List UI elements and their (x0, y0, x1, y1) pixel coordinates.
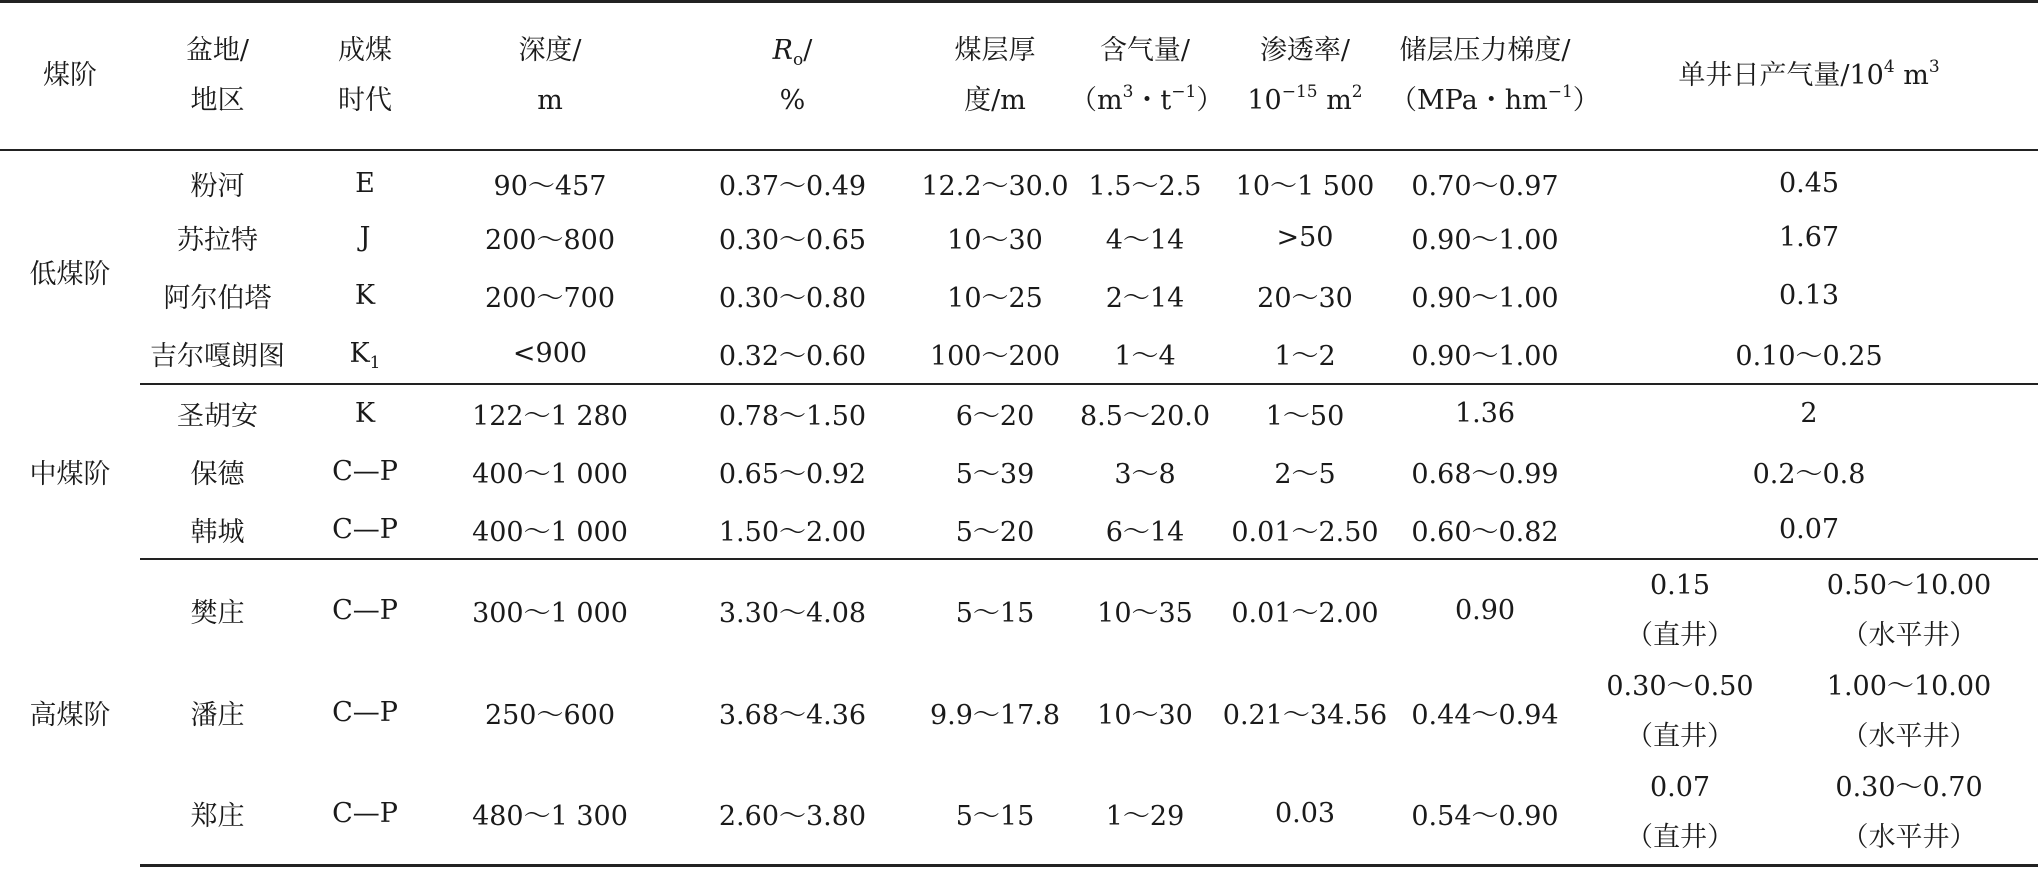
basin-cell: 樊庄 (190, 598, 245, 629)
table-row (0, 384, 2038, 443)
depth-cell: 122～1 280 (472, 400, 628, 432)
ro-cell: 0.78～1.50 (718, 400, 867, 432)
gas-cell: 4～14 (1105, 224, 1185, 256)
thickness-cell: 5～15 (920, 763, 1070, 865)
depth-cell: <900 (435, 325, 665, 384)
rank-cell-high: 高煤阶 (29, 699, 111, 731)
age-cell: E (355, 167, 375, 199)
basin-cell: 保德 (190, 458, 245, 490)
production-cell: 0.45 (1778, 167, 1840, 199)
permeability-cell: 10～1 500 (1235, 170, 1375, 202)
production-horizontal-cell: 0.50～10.00 （水平井） (1826, 569, 1992, 651)
production-horizontal-cell: 1.00～10.00 （水平井） (1826, 671, 1992, 752)
age-cell: C—P (295, 501, 435, 560)
age-cell: J (359, 221, 371, 253)
header-gas-content: 含气量/ （$m^3$・$t^{-1}$） (1070, 2, 1220, 150)
pressure-cell: 0.90～1.00 (1390, 325, 1580, 384)
thickness-cell: 9.9～17.8 (929, 699, 1061, 731)
thickness-cell: 5～20 (920, 501, 1070, 560)
table-row (0, 150, 2038, 209)
thickness-cell: 100～200 (920, 325, 1070, 384)
table-row (0, 442, 2038, 501)
high-rank-group (0, 559, 2038, 865)
depth-cell: 480～1 300 (435, 763, 665, 865)
permeability-cell: 1～2 (1220, 325, 1390, 384)
header-daily-production: 单井日产气量$/10^4$ $m^3$ (1580, 2, 2038, 150)
gas-cell: 1～4 (1070, 325, 1220, 384)
thickness-cell: 5～15 (955, 598, 1035, 629)
basin-cell: 郑庄 (140, 763, 295, 865)
age-cell: C—P (332, 696, 398, 728)
ro-cell: 0.30～0.80 (718, 283, 867, 315)
pressure-cell: 1.36 (1454, 397, 1516, 429)
gas-cell: 10～30 (1097, 699, 1193, 731)
header-pressure-gradient: 储层压力梯度/ （MPa・$hm^{-1}$） (1390, 2, 1580, 150)
depth-cell: 400～1 000 (435, 501, 665, 560)
pressure-cell: 0.70～0.97 (1411, 170, 1559, 202)
table-header (0, 2, 2038, 150)
age-cell: $K_1$ (295, 325, 435, 384)
production-vertical-cell: 0.15 （直井） (1626, 569, 1734, 651)
depth-cell: 250～600 (484, 699, 616, 731)
production-cell: 1.67 (1778, 221, 1840, 253)
header-rank: 煤阶 (0, 2, 140, 150)
production-vertical-cell: 0.30～0.50 （直井） (1606, 671, 1754, 752)
basin-cell: 阿尔伯塔 (163, 283, 272, 315)
production-horizontal-cell: 0.30～0.70 （水平井） (1780, 763, 2038, 865)
gas-cell: 3～8 (1114, 458, 1176, 490)
production-cell: 0.13 (1778, 280, 1840, 312)
permeability-cell: 2～5 (1274, 458, 1336, 490)
production-cell: 0.07 (1580, 501, 2038, 560)
basin-cell: 粉河 (190, 170, 245, 202)
header-ro: $R_o/$ % (665, 2, 920, 150)
age-cell: K (354, 280, 376, 312)
production-cell: 2 (1800, 397, 1818, 429)
depth-cell: 200～700 (484, 283, 616, 315)
gas-cell: 2～14 (1105, 283, 1185, 315)
thickness-cell: 10～25 (947, 283, 1043, 315)
table-row (0, 267, 2038, 326)
depth-cell: 90～457 (493, 170, 607, 202)
header-basin: 盆地/ 地区 (140, 2, 295, 150)
permeability-cell: 1～50 (1265, 400, 1345, 432)
basin-cell: 苏拉特 (177, 224, 258, 256)
table-row (0, 501, 2038, 560)
thickness-cell: 6～20 (955, 400, 1035, 432)
ro-cell: 3.30～4.08 (718, 598, 867, 629)
permeability-cell: 0.21～34.56 (1222, 699, 1388, 731)
header-age: 成煤 时代 (295, 2, 435, 150)
table-row (0, 559, 2038, 661)
permeability-cell: 20～30 (1257, 283, 1353, 315)
basin-cell: 潘庄 (190, 699, 245, 731)
gas-cell: 1.5～2.5 (1088, 170, 1202, 202)
pressure-cell: 0.60～0.82 (1390, 501, 1580, 560)
pressure-cell: 0.68～0.99 (1411, 458, 1559, 490)
depth-cell: 300～1 000 (472, 598, 628, 629)
gas-cell: 1～29 (1070, 763, 1220, 865)
pressure-cell: 0.90 (1454, 595, 1516, 626)
age-cell: C—P (295, 763, 435, 865)
table-row (0, 325, 2038, 384)
age-cell: C—P (332, 455, 398, 487)
pressure-cell: 0.54～0.90 (1390, 763, 1580, 865)
ro-cell: 0.32～0.60 (665, 325, 920, 384)
permeability-cell: >50 (1276, 221, 1334, 253)
depth-cell: 200～800 (484, 224, 616, 256)
gas-cell: 8.5～20.0 (1079, 400, 1211, 432)
production-cell: 0.10～0.25 (1580, 325, 2038, 384)
header-thickness: 煤层厚 度/m (920, 2, 1070, 150)
age-cell: C—P (332, 595, 398, 626)
rank-cell-mid: 中煤阶 (29, 458, 111, 490)
table-row (0, 208, 2038, 267)
header-depth: 深度/ m (435, 2, 665, 150)
pressure-cell: 0.90～1.00 (1411, 283, 1559, 315)
low-rank-group (0, 150, 2038, 384)
permeability-cell: 0.01～2.00 (1231, 598, 1379, 629)
ro-cell: 2.60～3.80 (665, 763, 920, 865)
permeability-cell: 0.01～2.50 (1220, 501, 1390, 560)
production-cell: 0.2～0.8 (1752, 458, 1866, 490)
table-row (0, 763, 2038, 865)
ro-cell: 1.50～2.00 (665, 501, 920, 560)
basin-cell: 韩城 (140, 501, 295, 560)
rank-cell-low: 低煤阶 (29, 258, 111, 290)
depth-cell: 400～1 000 (472, 458, 628, 490)
header-permeability: 渗透率/ $10^{-15}$ $m^2$ (1220, 2, 1390, 150)
thickness-cell: 10～30 (947, 224, 1043, 256)
mid-rank-group (0, 384, 2038, 560)
basin-cell: 圣胡安 (177, 400, 258, 432)
permeability-cell: 0.03 (1220, 763, 1390, 865)
ro-cell: 0.65～0.92 (718, 458, 867, 490)
thickness-cell: 5～39 (955, 458, 1035, 490)
age-cell: K (354, 397, 376, 429)
thickness-cell: 12.2～30.0 (921, 170, 1069, 202)
gas-cell: 6～14 (1070, 501, 1220, 560)
header-row (0, 2, 2038, 150)
ro-cell: 0.30～0.65 (718, 224, 867, 256)
pressure-cell: 0.90～1.00 (1411, 224, 1559, 256)
ro-cell: 0.37～0.49 (718, 170, 867, 202)
ro-cell: 3.68～4.36 (718, 699, 867, 731)
basin-cell: 吉尔嘎朗图 (140, 325, 295, 384)
table-row (0, 661, 2038, 763)
production-vertical-cell: 0.07 （直井） (1580, 763, 1780, 865)
gas-cell: 10～35 (1097, 598, 1193, 629)
pressure-cell: 0.44～0.94 (1411, 699, 1559, 731)
